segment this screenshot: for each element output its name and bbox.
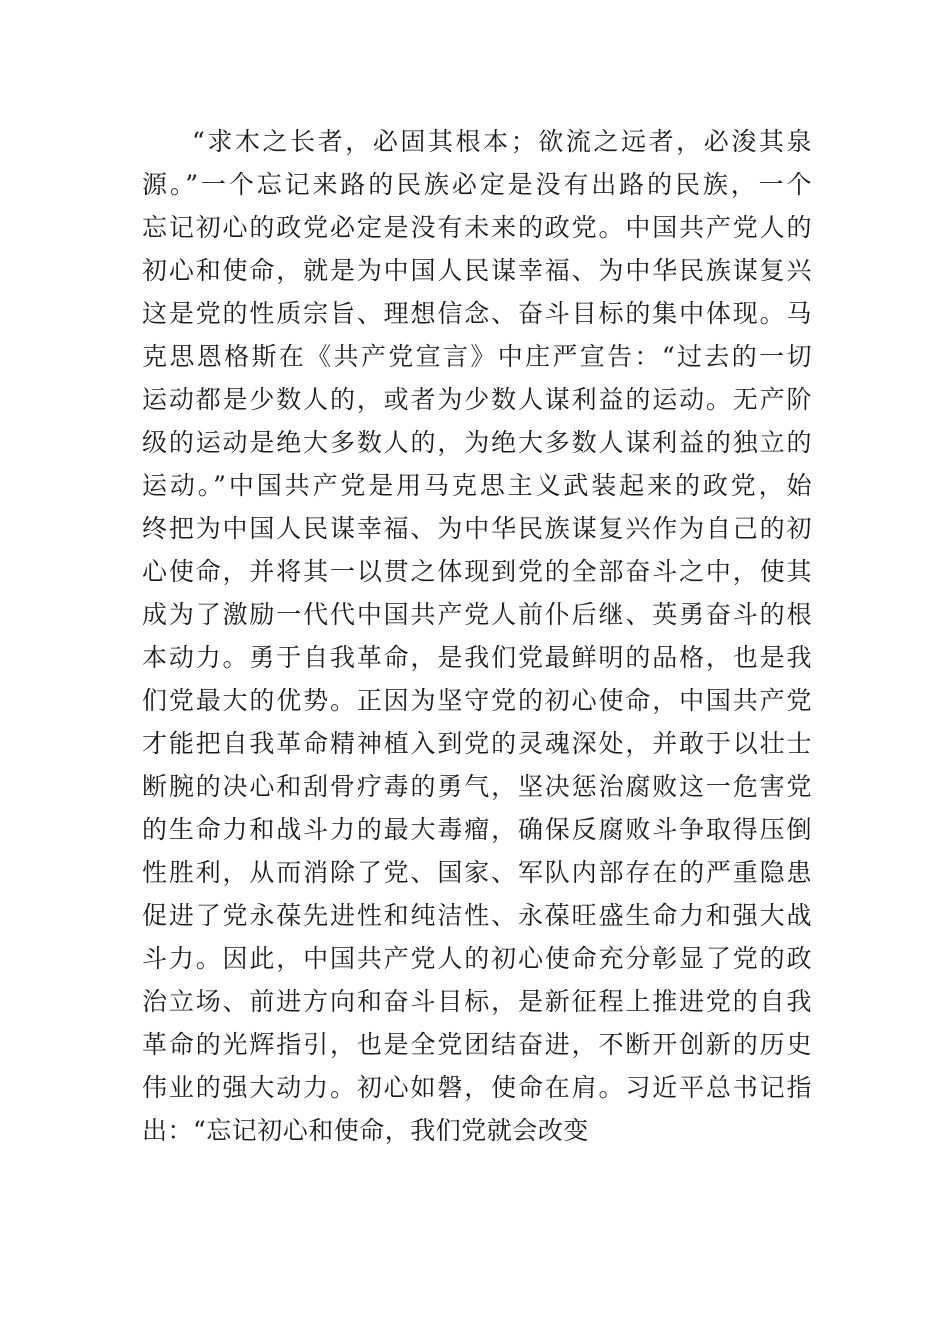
paragraph-line-21: 治立场、前进方向和奋斗目标，是新征程上推进党的自我 <box>142 987 812 1016</box>
paragraph-line-14: 们党最大的优势。正因为坚守党的初心使命，中国共产党 <box>142 686 812 715</box>
paragraph-line-7: 运动都是少数人的，或者为少数人谋利益的运动。无产阶 <box>142 385 812 414</box>
paragraph-line-4: 初心和使命，就是为中国人民谋幸福、为中华民族谋复兴 <box>142 256 812 285</box>
paragraph-line-9: 运动。”中国共产党是用马克思主义武装起来的政党，始 <box>142 471 812 500</box>
paragraph-line-13: 本动力。勇于自我革命，是我们党最鲜明的品格，也是我 <box>142 643 812 672</box>
paragraph-line-17: 的生命力和战斗力的最大毒瘤，确保反腐败斗争取得压倒 <box>142 815 812 844</box>
paragraph-line-18: 性胜利，从而消除了党、国家、军队内部存在的严重隐患 <box>142 858 812 887</box>
paragraph-line-19: 促进了党永葆先进性和纯洁性、永葆旺盛生命力和强大战 <box>142 901 812 930</box>
paragraph-line-20: 斗力。因此，中国共产党人的初心使命充分彰显了党的政 <box>142 944 812 973</box>
paragraph-line-8: 级的运动是绝大多数人的，为绝大多数人谋利益的独立的 <box>142 428 812 457</box>
paragraph-line-10: 终把为中国人民谋幸福、为中华民族谋复兴作为自己的初 <box>142 514 812 543</box>
paragraph-line-6: 克思恩格斯在《共产党宣言》中庄严宣告：“过去的一切 <box>142 342 812 371</box>
paragraph-line-24: 出：“忘记初心和使命，我们党就会改变 <box>142 1116 589 1145</box>
paragraph-line-22: 革命的光辉指引，也是全党团结奋进，不断开创新的历史 <box>142 1030 812 1059</box>
paragraph-line-16: 断腕的决心和刮骨疗毒的勇气，坚决惩治腐败这一危害党 <box>142 772 812 801</box>
paragraph-line-15: 才能把自我革命精神植入到党的灵魂深处，并敢于以壮士 <box>142 729 812 758</box>
paragraph-line-11: 心使命，并将其一以贯之体现到党的全部奋斗之中，使其 <box>142 557 812 586</box>
paragraph-line-3: 忘记初心的政党必定是没有未来的政党。中国共产党人的 <box>142 213 812 242</box>
paragraph-line-12: 成为了激励一代代中国共产党人前仆后继、英勇奋斗的根 <box>142 600 812 629</box>
body-paragraph <box>142 120 812 1152</box>
paragraph-line-5: 这是党的性质宗旨、理想信念、奋斗目标的集中体现。马 <box>142 299 812 328</box>
paragraph-line-23: 伟业的强大动力。初心如磐，使命在肩。习近平总书记指 <box>142 1073 812 1102</box>
paragraph-line-1: “求木之长者，必固其根本；欲流之远者，必浚其泉 <box>192 127 812 156</box>
paragraph-line-2: 源。”一个忘记来路的民族必定是没有出路的民族，一个 <box>142 170 812 199</box>
